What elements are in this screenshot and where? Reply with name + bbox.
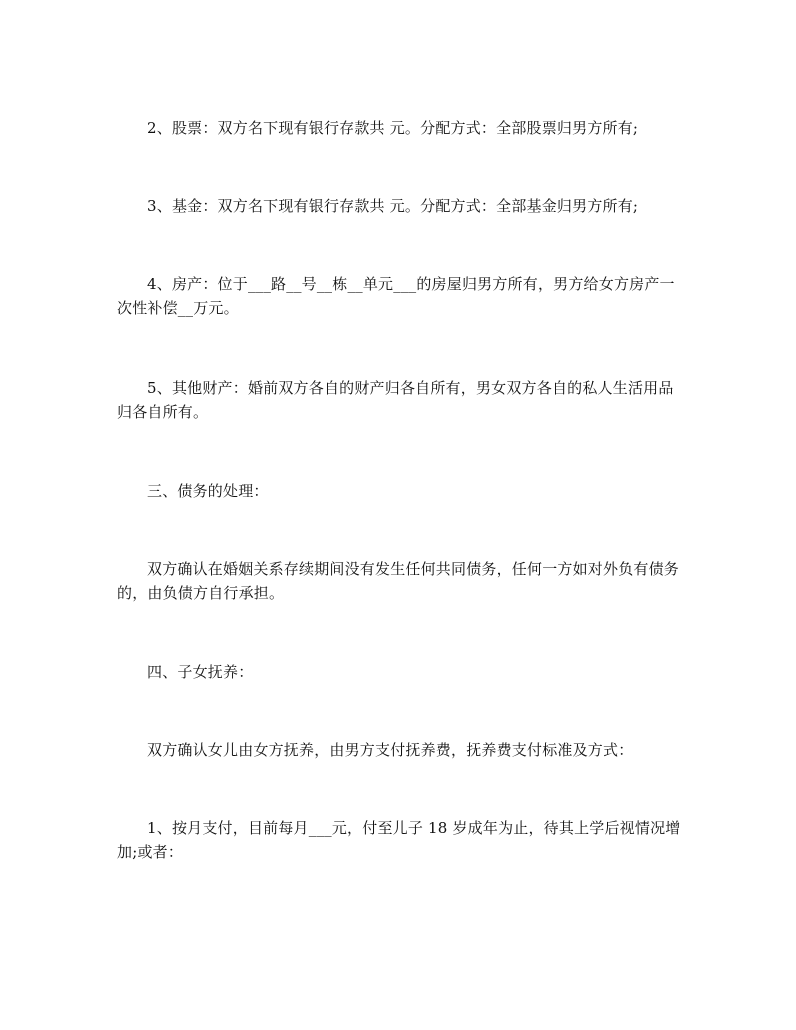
paragraph-other-assets: 5、其他财产：婚前双方各自的财产归各自所有，男女双方各自的私人生活用品归各自所有。 (117, 379, 674, 421)
paragraph-debts: 双方确认在婚姻关系存续期间没有发生任何共同债务，任何一方如对外负有债务的，由负债方自行承担。 (117, 560, 680, 602)
section-heading-debts: 三、债务的处理： (147, 482, 269, 500)
paragraph-funds: 3、基金：双方名下现有银行存款共 元。分配方式：全部基金归男方所有; (147, 197, 639, 215)
paragraph-monthly-payment: 1、按月支付，目前每月___元，付至儿子 18 岁成年为止，待其上学后视情况增加;或者： (117, 819, 681, 861)
paragraph-child-custody: 双方确认女儿由女方抚养，由男方支付抚养费，抚养费支付标准及方式： (147, 741, 634, 759)
section-heading-child-custody: 四、子女抚养： (147, 663, 254, 681)
paragraph-property: 4、房产：位于___路__号__栋__单元___的房屋归男方所有，男方给女方房产一次性补偿__万元。 (117, 275, 675, 317)
paragraph-stocks: 2、股票：双方名下现有银行存款共 元。分配方式：全部股票归男方所有; (147, 119, 639, 137)
